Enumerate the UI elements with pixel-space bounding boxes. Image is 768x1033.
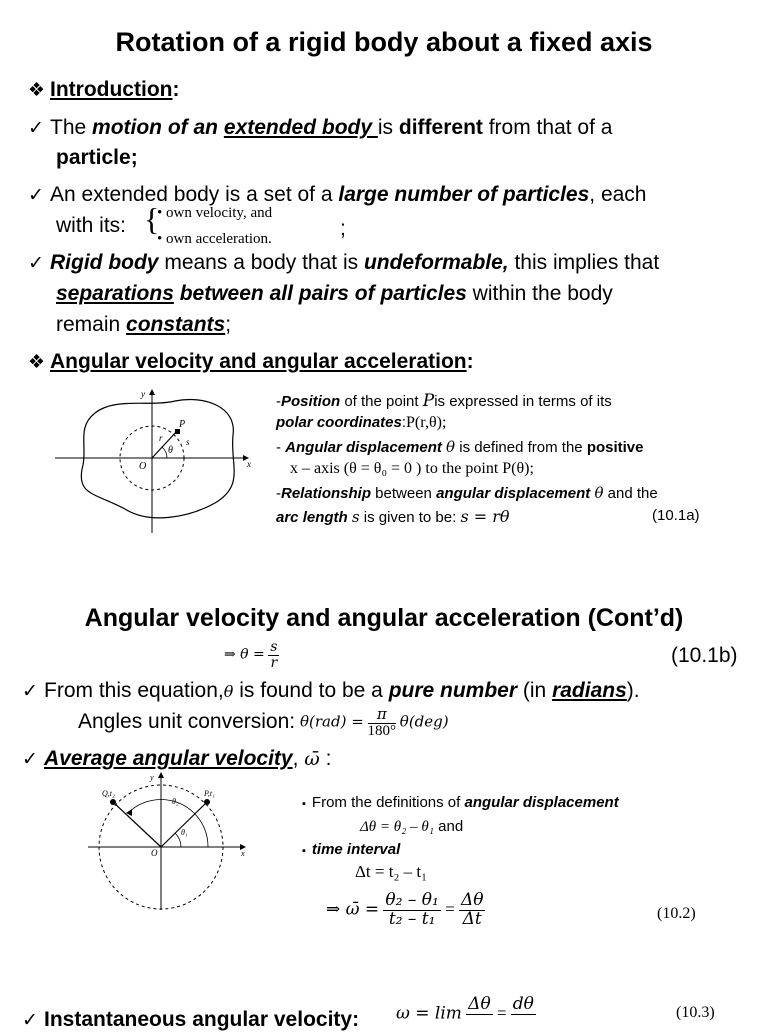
intro-item-2-line2: with its: xyxy=(56,214,127,237)
note-position: -Position of the point Pis expressed in terms of its xyxy=(276,391,612,411)
axis-x-label: x xyxy=(247,459,251,469)
section2-item-1: ✓ From this equation,θ is found to be a pure number (in radians). xyxy=(22,679,640,702)
note-relationship: -Relationship between angular displacement θ and the xyxy=(276,484,658,502)
section1-heading-row: ❖ Angular velocity and angular acceleration: xyxy=(28,350,474,373)
origin-label: O xyxy=(139,461,147,472)
axis-x-label: x xyxy=(241,849,245,858)
eq-number-10-1b: (10.1b) xyxy=(671,644,738,667)
brace-bottom: • own acceleration. xyxy=(157,231,272,247)
square-bullet-icon: ▪ xyxy=(302,845,306,857)
section2-item-3: ✓ Instantaneous angular velocity: xyxy=(22,1008,360,1031)
origin-label: O xyxy=(151,848,158,858)
bullet-time-interval: ▪ time interval xyxy=(302,841,401,858)
point-p-label: P,t₁ xyxy=(204,789,215,798)
eq-number-10-1a: (10.1a) xyxy=(652,507,700,524)
unit-conversion-formula: θ(rad) = $\frac{\pi}{180^\circ}$ θ(deg) xyxy=(300,705,449,739)
eq-number-10-3: (10.3) xyxy=(676,1004,715,1021)
axis-y-label: y xyxy=(141,389,145,399)
theta1-label: θ₁ xyxy=(181,828,188,837)
unit-conversion-label: Angles unit conversion: xyxy=(78,710,296,733)
eq-10-1b: ⇒ θ = $\frac{s}{r}$ xyxy=(224,639,278,671)
intro-item-1-line2: particle; xyxy=(56,146,138,169)
point-q-label: Q,t₂ xyxy=(102,789,115,798)
theta2-label: θ₂ xyxy=(172,797,179,806)
radius-label: r xyxy=(159,433,163,443)
eq-10-3: ω = lim Δθ = dθ xyxy=(396,994,534,1024)
intro-item-2: ✓ An extended body is a set of a large number of particles, each xyxy=(28,183,647,206)
note-position-line2: polar coordinates:P(r,θ); xyxy=(276,414,447,431)
polar-diagram xyxy=(55,385,255,535)
check-icon: ✓ xyxy=(28,185,44,206)
note-relationship-line2: arc length s is given to be: s = rθ xyxy=(276,507,510,526)
theta-label: θ xyxy=(168,445,173,456)
check-icon: ✓ xyxy=(22,1010,38,1031)
bullet-angular-displacement-formula: Δθ = θ₂ – θ₁ and xyxy=(360,818,464,835)
note-angular-displacement: - Angular displacement θ is defined from the positive xyxy=(276,438,644,456)
check-icon: ✓ xyxy=(28,118,44,139)
square-bullet-icon: ▪ xyxy=(302,798,306,810)
section2-heading: Angular velocity and angular acceleration (Cont’d) xyxy=(84,604,684,632)
check-icon: ✓ xyxy=(22,749,38,770)
intro-item-3: ✓ Rigid body means a body that is undeformable, this implies that xyxy=(28,251,660,274)
check-icon: ✓ xyxy=(28,253,44,274)
note-angular-displacement-line2: x – axis (θ = θ₀ = 0 ) to the point P(θ); xyxy=(290,460,534,477)
brace: { xyxy=(144,201,160,237)
diamond-bullet-icon: ❖ xyxy=(28,352,46,373)
brace-top: • own velocity, and xyxy=(157,205,273,221)
brace-end: ; xyxy=(340,217,346,240)
axis-y-label: y xyxy=(150,773,154,782)
diamond-bullet-icon: ❖ xyxy=(28,80,46,101)
arc-label: s xyxy=(186,437,190,447)
point-p-label: P xyxy=(179,419,186,430)
page-title: Rotation of a rigid body about a fixed axis xyxy=(115,27,653,57)
check-icon: ✓ xyxy=(22,681,38,702)
intro-item-3-line3: remain constants; xyxy=(56,313,232,336)
eq-number-10-2: (10.2) xyxy=(657,905,696,922)
intro-item-1: ✓ The motion of an extended body is different from that of a xyxy=(28,116,613,139)
section1-heading: Angular velocity and angular acceleration xyxy=(50,350,467,373)
intro-heading: Introduction xyxy=(50,78,173,101)
time-interval-formula: Δt = t₂ – t₁ xyxy=(355,862,428,881)
angular-velocity-diagram xyxy=(88,772,248,912)
section2-item-2: ✓ Average angular velocity, ω̄ : xyxy=(22,747,332,770)
intro-heading-row: ❖ Introduction: xyxy=(28,78,180,101)
eq-10-2: ⇒ ω̄ = $\frac{\text{θ₂ – θ₁}}{\text{t₂ – t₁}}$ = $\frac{\Delta\theta}{\Delta t}$ xyxy=(326,890,484,929)
intro-item-3-line2: separations between all pairs of particles within the body xyxy=(56,282,613,305)
bullet-angular-displacement: ▪ From the definitions of angular displacement xyxy=(302,794,619,811)
